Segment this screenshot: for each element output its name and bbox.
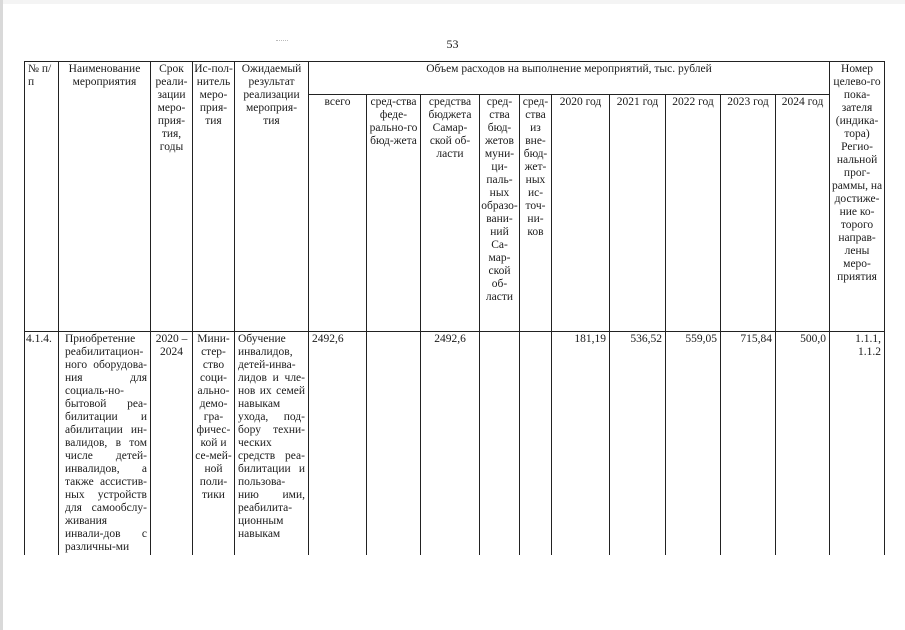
- row-name: Приобретение реабилитацион-ного оборудова-ния для социаль-но-бытовой реа-билитации и абилитации ин-валидов, в том числе детей-инвалидов, а также ассистив-ных устройств для самообслу-живания инвали-дов с различны-ми: [59, 332, 151, 556]
- scan-top-edge: [0, 0, 905, 4]
- row-term: 2020 – 2024: [151, 332, 193, 556]
- header-num: № п/п: [25, 62, 59, 332]
- row-2024: 500,0: [776, 332, 830, 556]
- row-municipal: [480, 332, 520, 556]
- header-expenses-group: Объем расходов на выполнение мероприятий, тыс. рублей: [309, 62, 830, 95]
- header-term: Срок реали-зации меро-прия-тия, годы: [151, 62, 193, 332]
- header-2022: 2022 год: [666, 95, 721, 332]
- row-2023: 715,84: [721, 332, 776, 556]
- row-indicator: 1.1.1, 1.1.2: [830, 332, 885, 556]
- scan-left-edge: [0, 0, 3, 630]
- row-2020: 181,19: [552, 332, 610, 556]
- table-row: [25, 332, 885, 556]
- header-indicator: Номер целево-го пока-зателя (индика-тора) Регио-нальной прог-раммы, на достиже-ние ко-торого направ-лены меро-приятия: [830, 62, 885, 332]
- row-federal: [367, 332, 421, 556]
- header-executor: Ис-пол-нитель меро-прия-тия: [193, 62, 235, 332]
- header-extrabudget: сред-ства из вне-бюд-жет-ных ис-точ-ни-ков: [520, 95, 552, 332]
- header-row-1: [25, 62, 885, 95]
- header-2020: 2020 год: [552, 95, 610, 332]
- row-executor: Мини-стер-ство соци-ально-демо-гра-фичес-кой и се-мей-ной поли-тики: [193, 332, 235, 556]
- header-regional: средства бюджета Самар-ской об-ласти: [421, 95, 480, 332]
- measures-table: [24, 61, 885, 555]
- row-total: 2492,6: [309, 332, 367, 556]
- row-result: Обучение инвалидов, детей-инва-лидов и чле-нов их семей навыкам ухода, под-бору техни-ческих средств реа-билитации и пользова-нию ими, реабилита-ционным навыкам: [235, 332, 309, 556]
- header-total: всего: [309, 95, 367, 332]
- row-extrabudget: [520, 332, 552, 556]
- header-2023: 2023 год: [721, 95, 776, 332]
- header-result: Ожидаемый результат реализации мероприя-тия: [235, 62, 309, 332]
- header-municipal: сред-ства бюд-жетов муни-ци-паль-ных образо-вани-ний Са-мар-ской об-ласти: [480, 95, 520, 332]
- header-name: Наименование мероприятия: [59, 62, 151, 332]
- row-num: 4.1.4.: [25, 332, 59, 556]
- header-2024: 2024 год: [776, 95, 830, 332]
- header-2021: 2021 год: [610, 95, 666, 332]
- page-number: 53: [446, 37, 459, 51]
- row-2022: 559,05: [666, 332, 721, 556]
- header-federal: сред-ства феде-рально-го бюд-жета: [367, 95, 421, 332]
- row-regional: 2492,6: [421, 332, 480, 556]
- row-2021: 536,52: [610, 332, 666, 556]
